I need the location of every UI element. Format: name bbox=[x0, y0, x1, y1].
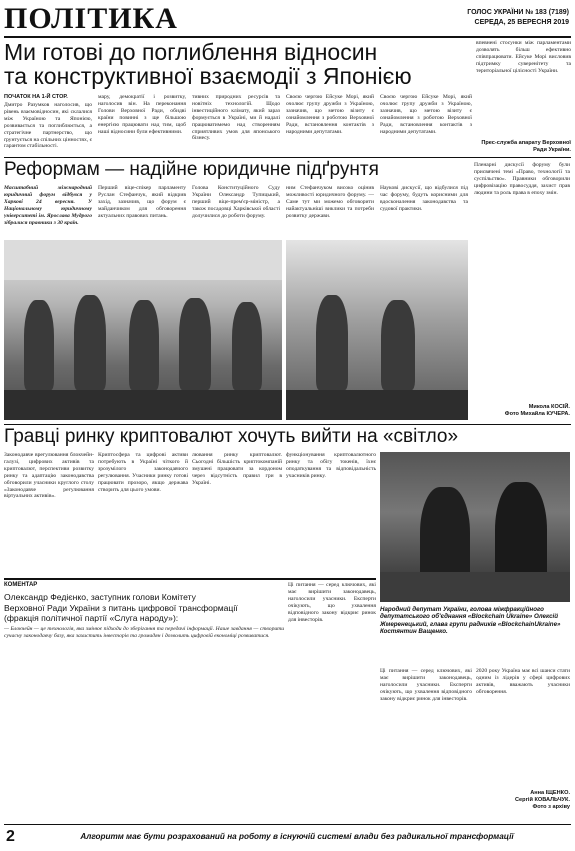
article2-col2: Перший віце-спікер парламенту Руслан Стефанчук, який відкрив захід, зазначив, що форум є майданчиком для обговорення актуальних правових питань. bbox=[98, 185, 186, 219]
article3-col4: функціонування криптовалютного ринку та обігу токенів, їхнє оподаткування та відповідальність учасників ринку. bbox=[286, 452, 376, 479]
article2-col3: Голова Конституційного Суду України Олександр Тупицький, перший віце-прем'єр-міністр, а також посадовці Харківської області долучилися до роботи форуму. bbox=[192, 185, 280, 219]
forum-photo-right bbox=[286, 240, 468, 420]
article1-signature: Прес-служба апарату Верховної Ради України. bbox=[481, 140, 571, 153]
page-footer bbox=[4, 824, 571, 847]
article1-headline-line2: та конструктивної взаємодії з Японією bbox=[4, 63, 412, 90]
article3-col2: Криптосфера та цифрові активи потребують в Україні чіткого й зрозумілого законодавчого регулювання. Учасники ринку готові працювати прозоро, якщо держава створить для цього умови. bbox=[98, 452, 188, 493]
article2-rule bbox=[4, 424, 571, 425]
article1-lead-ref: ПОЧАТОК НА 1-Й СТОР. bbox=[4, 94, 68, 100]
forum-person bbox=[316, 295, 348, 390]
comment-speaker-line3: (фракція політичної партії «Слуга народу»): bbox=[4, 613, 179, 623]
forum-photo-stage bbox=[4, 390, 282, 420]
forum-photo-backdrop bbox=[4, 240, 282, 280]
page-number: 2 bbox=[6, 828, 15, 845]
comment-text: — Блокчейн — це технологія, яка змінює підходи до зберігання та передачі інформації. Наше завдання — створити сучасну законодавчу базу, яка захистить інвесторів та громадян і дозволить цифровій економіці розвиватися. bbox=[4, 626, 284, 639]
article1-body bbox=[4, 94, 474, 156]
comment-rule bbox=[4, 578, 376, 580]
article2-author: Микола КОСІЙ. bbox=[528, 404, 570, 410]
article2-byline bbox=[474, 404, 570, 418]
header-rule bbox=[4, 36, 571, 38]
article1-headline-line1: Ми готові до поглиблення відносин bbox=[4, 39, 378, 65]
forum-person bbox=[232, 302, 262, 390]
forum-person bbox=[179, 298, 211, 390]
comment-speaker-line2: Верховної Ради України з питань цифрової трансформації bbox=[4, 602, 238, 613]
paper-issue: ГОЛОС УКРАЇНИ № 183 (7189) bbox=[467, 9, 569, 16]
crypto-photo-table bbox=[380, 572, 570, 602]
crypto-photo-caption: Народний депутат України, голова міжфракційного депутатського об'єднання «Blockchain Ukraine» Олексій Жмеренецький, глава групи радників «BlockchainUkraine» Костянтин Ващенко. bbox=[380, 606, 561, 636]
article3-col5: Ці питання — серед ключових, які має вирішити законодавець, наголосили учасники. Експерти очікують, що ухвалення відповідного закону відкриє ринок для інвесторів. bbox=[288, 582, 376, 623]
article2-photo-credit: Фото Михайла КУЧЕРА. bbox=[504, 411, 570, 417]
article3-photo-note: Фото з архіву bbox=[532, 804, 570, 810]
article1-col4: Своєю чергою Ейсуке Морі, який очолює групу дружби з Україною, зазначив, що метою візиту є ознайомлення з роботою Верховної Ради, встановлення контактів з народними депутатами. bbox=[286, 94, 374, 135]
article3-col6: 2020 року Україна має всі шанси стати одним із лідерів у сфері цифрових активів, вважають учасники обговорення. bbox=[476, 668, 570, 695]
crypto-photo bbox=[380, 452, 570, 602]
article2-lead: Масштабний міжнародний юридичний форум відбувся у Харкові 24 вересня. У Національному юридичному університеті ім. Ярослава Мудрого зібралися правники з 30 країн. bbox=[4, 185, 92, 226]
article2-col5: Наукові дискусії, що відбулися під час форуму, будуть корисними для вдосконалення законодавства та судової практики. bbox=[380, 185, 468, 212]
footer-slogan: Алгоритм має бути розрахований на роботу в існуючій системі влади без радикальної трансформації bbox=[80, 832, 514, 841]
forum-photo-stage bbox=[286, 390, 468, 420]
article1-col4b: Своєю чергою Ейсуке Морі, який очолює групу дружби з Україною, зазначив, що метою візиту є ознайомлення з роботою Верховної Ради, встановлення контактів з народними депутатами. bbox=[380, 94, 472, 135]
article3-byline bbox=[476, 790, 570, 811]
article1-side-column bbox=[476, 40, 571, 155]
article3-photographer: Сергій КОВАЛЬЧУК. bbox=[515, 797, 570, 803]
forum-person bbox=[74, 295, 106, 390]
forum-photo bbox=[4, 240, 282, 420]
article2-col4: ним Стефанчуком високо оцінив можливості юридичного форуму. — Саме тут ми можемо обговорити найактуальніші виклики та потреби розвитку держави. bbox=[286, 185, 374, 219]
forum-person bbox=[129, 300, 159, 390]
article1-rule bbox=[4, 157, 571, 158]
article1-col3: тивних природних ресурсів та новітніх технологій. Щодо інвестиційного клімату, який зараз формується в Україні, ми й надалі працюватимемо над створенням сприятливих умов для японського бізнесу. bbox=[192, 94, 280, 142]
comment-speaker bbox=[4, 592, 284, 624]
article3-author: Анна ІЩЕНКО. bbox=[530, 790, 570, 796]
article1-col1: Дмитро Разумков наголосив, що рівень взаємовідносин, які склалися між Україною та Японією, розвивається та поглиблюється, а стратегічне партнерство, що ґрунтується на спільних цінностях, є гарантом стабільності. bbox=[4, 102, 92, 150]
article3-headline: Гравці ринку криптовалют хочуть вийти на «світло» bbox=[4, 426, 459, 447]
article2-col6: Пленарні дискусії форуму були присвячені темі «Право, технології та суспільство». Правники обговорили цифровізацію правосуддя, захист прав людини та роль права в епоху змін. bbox=[474, 162, 570, 196]
article3-col3: лювання ринку криптовалют. Сьогодні більшість криптокомпаній змушені працювати за кордоном через відсутність правил гри в Україні. bbox=[192, 452, 282, 486]
article1-col5: впевнені стосунки між парламентами дозволять більш ефективно співпрацювати. Ейсуке Морі висловив підтримку суверенітету та територіальної цілісності України. bbox=[476, 40, 571, 74]
forum-person bbox=[24, 300, 54, 390]
comment-speaker-line1: Олександр Федієнко, заступник голови Комітету bbox=[4, 592, 196, 602]
forum-person bbox=[381, 300, 415, 390]
masthead bbox=[467, 8, 569, 28]
article2-headline: Реформам — надійне юридичне підґрунтя bbox=[4, 159, 379, 180]
article3-col1: Законодавче врегулювання блокчейн-галузі, цифрових активів та криптовалют, перспективи розвитку ринку та адаптацію законодавства обговорили учасники круглого столу «Законодавче регулювання віртуальних активів». bbox=[4, 452, 94, 500]
comment-label: КОМЕНТАР bbox=[4, 582, 38, 588]
article3-col5b: Ці питання — серед ключових, які має вирішити законодавець, наголосили учасники. Експерти очікують, що ухвалення відповідного закону відкриє ринок для інвесторів. bbox=[380, 668, 472, 702]
issue-date: СЕРЕДА, 25 ВЕРЕСНЯ 2019 bbox=[474, 19, 569, 26]
article1-col2: мару, демократії і розвитку, наголосив він. На переконання Голови Верховної Ради, обидві країни повинні з ще більшою енергією працювати над тим, щоб наші відносини були ефективними. bbox=[98, 94, 186, 135]
rubric-title: ПОЛІТИКА bbox=[4, 2, 178, 35]
article1-headline bbox=[4, 40, 474, 88]
